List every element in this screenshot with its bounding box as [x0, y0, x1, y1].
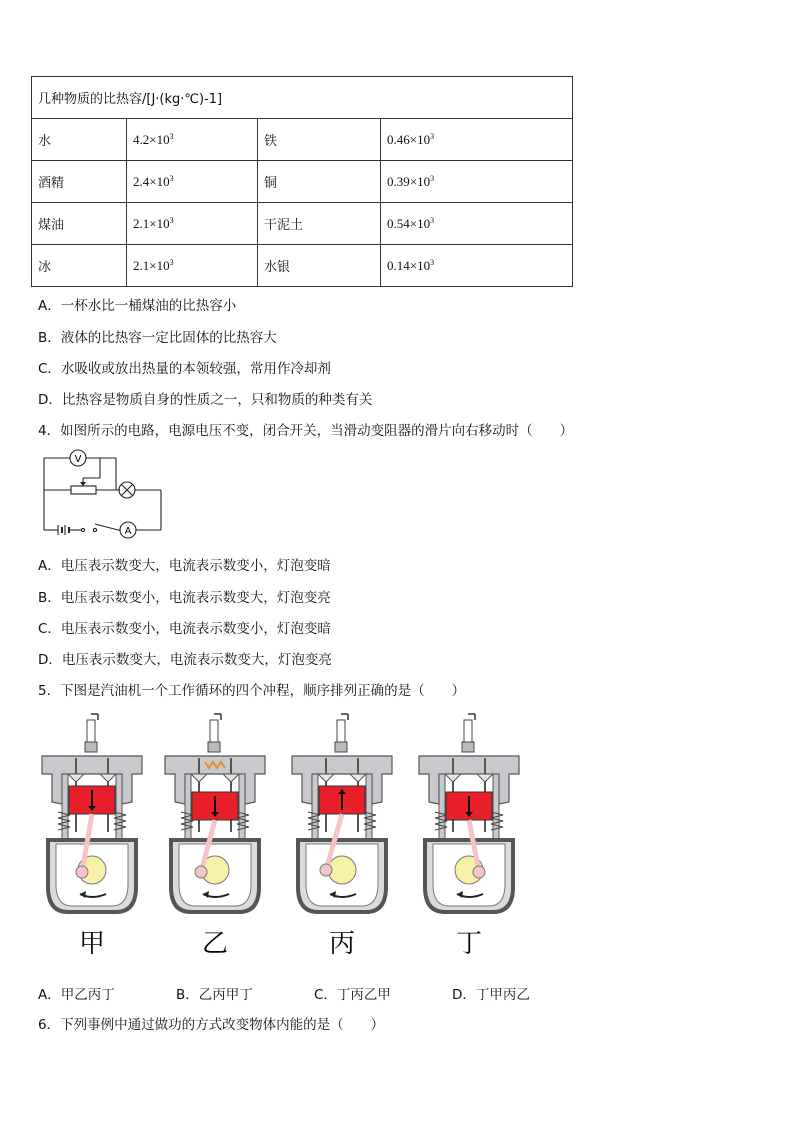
- value-cell: $0.14\times 10^3$: [381, 245, 573, 287]
- value-cell: $0.54\times 10^3$: [381, 203, 573, 245]
- q5-option-b[interactable]: B．乙丙甲丁: [176, 987, 253, 1003]
- q3-option-d[interactable]: D．比热容是物质自身的性质之一，只和物质的种类有关: [38, 392, 373, 408]
- substance-cell: 酒精: [32, 161, 127, 203]
- substance-cell: 冰: [32, 245, 127, 287]
- q3-option-a[interactable]: A．一杯水比一桶煤油的比热容小: [38, 298, 237, 314]
- q4-option-b[interactable]: B．电压表示数变小，电流表示数变大，灯泡变亮: [38, 590, 331, 606]
- ammeter-label: A: [124, 526, 132, 537]
- substance-cell: 铁: [258, 119, 381, 161]
- voltmeter-label: V: [74, 454, 82, 465]
- engine-label-ding: 丁: [455, 929, 483, 959]
- q6-stem: 6．下列事例中通过做功的方式改变物体内能的是（ ）: [38, 1017, 385, 1033]
- engine-label-jia: 甲: [78, 929, 106, 959]
- q4-option-d[interactable]: D．电压表示数变大，电流表示数变大，灯泡变亮: [38, 652, 332, 668]
- specific-heat-table: [31, 76, 573, 287]
- table-row: [32, 161, 573, 203]
- q4-stem: 4．如图所示的电路，电源电压不变，闭合开关，当滑动变阻器的滑片向右移动时（ ）: [38, 423, 574, 439]
- substance-cell: 铜: [258, 161, 381, 203]
- circuit-diagram: [38, 448, 168, 543]
- value-cell: $0.39\times 10^3$: [381, 161, 573, 203]
- q5-option-a[interactable]: A．甲乙丙丁: [38, 987, 115, 1003]
- substance-cell: 干泥土: [258, 203, 381, 245]
- value-cell: $0.46\times 10^3$: [381, 119, 573, 161]
- q4-option-c[interactable]: C．电压表示数变小，电流表示数变小，灯泡变暗: [38, 621, 331, 637]
- engine-yi: [165, 714, 265, 912]
- table-title: 几种物质的比热容/[J·(kg·℃)-1]: [32, 77, 573, 119]
- substance-cell: 水: [32, 119, 127, 161]
- value-cell: $4.2\times 10^3$: [127, 119, 258, 161]
- engine-label-bing: 丙: [328, 929, 356, 959]
- table-row: [32, 245, 573, 287]
- engine-bing: [292, 714, 392, 912]
- engine-label-yi: 乙: [201, 929, 229, 959]
- q4-option-a[interactable]: A．电压表示数变大，电流表示数变小，灯泡变暗: [38, 558, 331, 574]
- q5-option-d[interactable]: D．丁甲丙乙: [452, 987, 530, 1003]
- table-row: [32, 203, 573, 245]
- engine-ding: [419, 714, 519, 912]
- q3-option-b[interactable]: B．液体的比热容一定比固体的比热容大: [38, 330, 277, 346]
- q5-stem: 5．下图是汽油机一个工作循环的四个冲程，顺序排列正确的是（ ）: [38, 683, 466, 699]
- substance-cell: 煤油: [32, 203, 127, 245]
- engine-stroke-diagrams: [36, 712, 536, 972]
- value-cell: $2.1\times 10^3$: [127, 203, 258, 245]
- substance-cell: 水银: [258, 245, 381, 287]
- q3-option-c[interactable]: C．水吸收或放出热量的本领较强，常用作冷却剂: [38, 361, 331, 377]
- table-header-row: [32, 77, 573, 119]
- value-cell: $2.1\times 10^3$: [127, 245, 258, 287]
- table-row: [32, 119, 573, 161]
- value-cell: $2.4\times 10^3$: [127, 161, 258, 203]
- q5-option-c[interactable]: C．丁丙乙甲: [314, 987, 391, 1003]
- engine-jia: [42, 714, 142, 912]
